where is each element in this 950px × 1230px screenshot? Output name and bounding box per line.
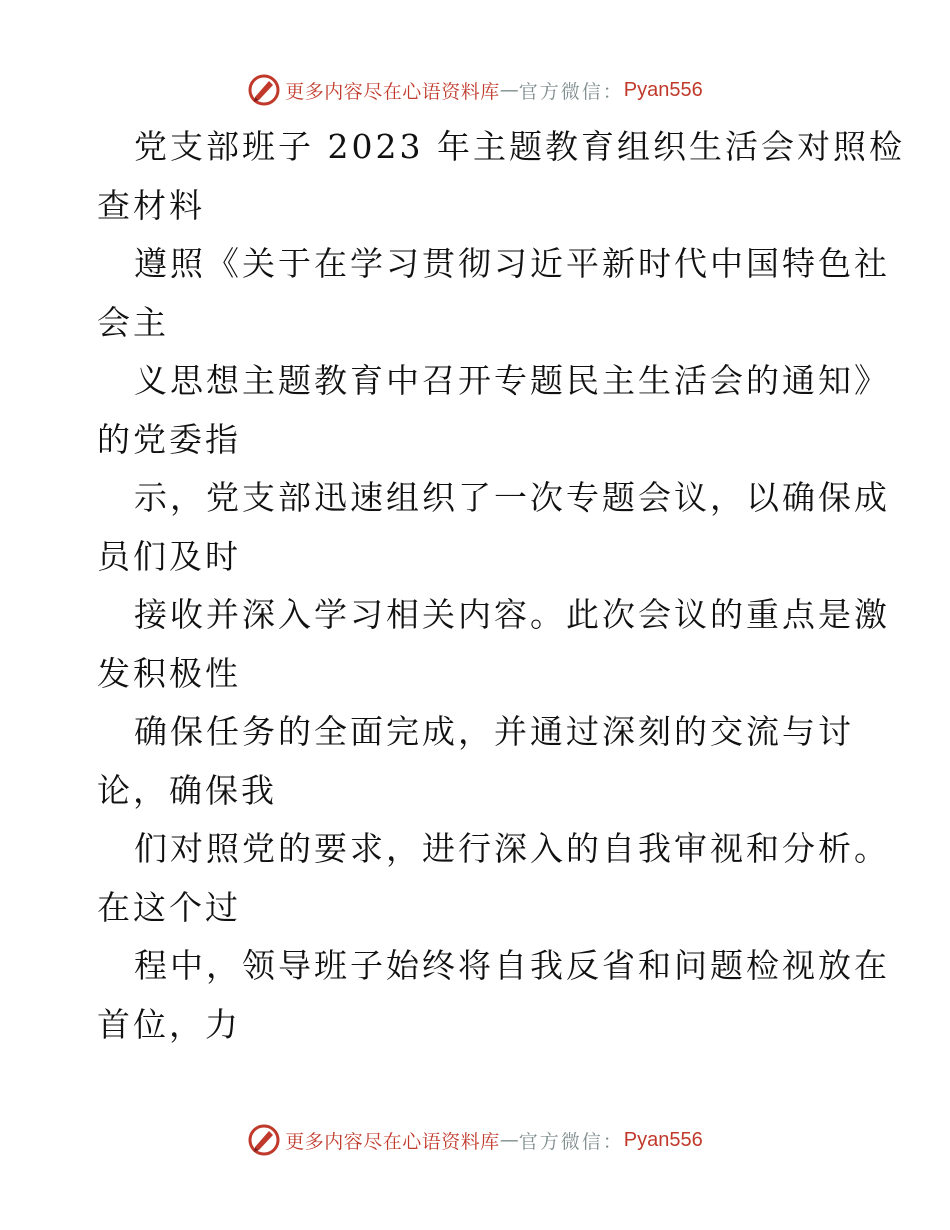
watermark-wechat-id: Pyan556 bbox=[623, 1128, 703, 1151]
paragraph-line: 发积极性 bbox=[97, 653, 241, 693]
paragraph-line: 的党委指 bbox=[97, 419, 241, 459]
paragraph-line: 确保任务的全面完成，并通过深刻的交流与讨 bbox=[134, 712, 854, 751]
watermark-wechat-id: Pyan556 bbox=[623, 78, 703, 101]
watermark-separator: — bbox=[499, 1129, 519, 1151]
paragraph-line: 遵照《关于在学习贯彻习近平新时代中国特色社 bbox=[134, 244, 890, 283]
paragraph-line: 们对照党的要求，进行深入的自我审视和分析。 bbox=[134, 829, 890, 868]
paragraph-line: 员们及时 bbox=[97, 536, 241, 576]
watermark-site-text: 更多内容尽在心语资料库 bbox=[285, 80, 500, 103]
paragraph-line: 在这个过 bbox=[97, 887, 241, 927]
watermark-label: 官方微信： bbox=[518, 1130, 624, 1153]
watermark-label: 官方微信： bbox=[518, 80, 624, 103]
paragraph-line: 义思想主题教育中召开专题民主生活会的通知》 bbox=[134, 361, 890, 400]
paragraph-line: 示，党支部迅速组织了一次专题会议，以确保成 bbox=[134, 478, 890, 517]
title-line-2: 查材料 bbox=[97, 185, 205, 225]
paragraph-line: 会主 bbox=[97, 302, 169, 342]
header-watermark bbox=[0, 70, 950, 110]
paragraph-line: 接收并深入学习相关内容。此次会议的重点是激 bbox=[134, 595, 890, 634]
watermark-site-text: 更多内容尽在心语资料库 bbox=[285, 1130, 500, 1153]
brand-logo-icon bbox=[247, 1123, 281, 1157]
brand-logo-icon bbox=[247, 73, 281, 107]
footer-watermark bbox=[0, 1120, 950, 1160]
document-body bbox=[97, 118, 905, 1054]
paragraph-line: 论，确保我 bbox=[97, 770, 277, 810]
paragraph-line: 首位，力 bbox=[97, 1004, 241, 1044]
watermark-separator: — bbox=[499, 79, 519, 101]
title-line-1: 党支部班子 2023 年主题教育组织生活会对照检 bbox=[134, 127, 905, 166]
paragraph-line: 程中，领导班子始终将自我反省和问题检视放在 bbox=[134, 946, 890, 985]
